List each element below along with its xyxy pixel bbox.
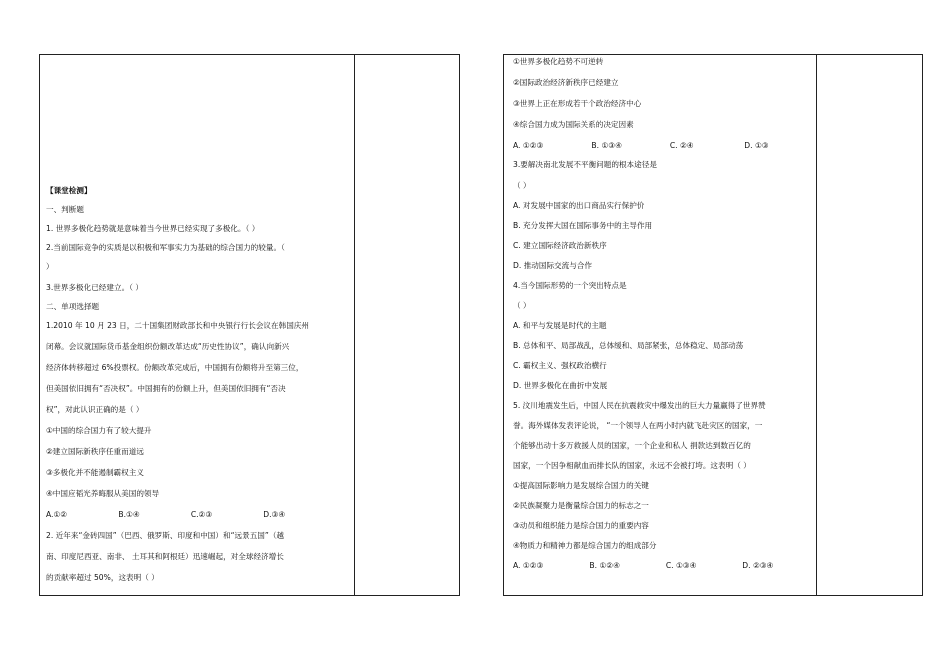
q4-option-d: D. 世界多极化在曲折中发展 [513, 381, 608, 390]
option-c: C. ①③④ [665, 561, 697, 570]
option-b: B. ①③④ [591, 141, 622, 150]
heading-single-choice: 二、单项选择题 [46, 302, 100, 311]
left-page-divider [354, 55, 355, 595]
option-c: C. ②④ [669, 141, 694, 150]
option-b: B. ①②④ [589, 561, 620, 570]
q4-option-c: C. 霸权主义、强权政治横行 [513, 361, 607, 370]
q5-item3: ③动员和组织能力是综合国力的重要内容 [513, 521, 649, 530]
option-d: D. ②③④ [742, 561, 774, 570]
mc-q1-item3: ③多极化并不能遏制霸权主义 [46, 468, 144, 477]
q3-paren: （ ） [513, 181, 531, 190]
q4-stem: 4.当今国际形势的一个突出特点是 [513, 281, 627, 290]
judge-q2-cont: ） [46, 262, 54, 271]
q3-option-d: D. 推动国际交流与合作 [513, 261, 593, 270]
option-c: C.②③ [190, 510, 213, 519]
mc-q1-item1: ①中国的综合国力有了较大提升 [46, 426, 152, 435]
judge-q2: 2.当前国际竞争的实质是以积极和军事实力为基础的综合国力的较量。（ [46, 243, 285, 252]
option-a: A.①② [46, 510, 68, 519]
q2-item3: ③世界上正在形成若干个政治经济中心 [513, 99, 642, 108]
q3-stem: 3.要解决南北发展不平衡问题的根本途径是 [513, 160, 657, 169]
mc-q2-line2: 南、印度尼西亚、南非、 土耳其和阿根廷）迅速崛起，对全球经济增长 [46, 552, 284, 561]
right-page-panel [503, 54, 923, 596]
q2-options [513, 140, 794, 151]
mc-q1-item2: ②建立国际新秩序任重而道远 [46, 447, 144, 456]
q5-item2: ②民族凝聚力是衡量综合国力的标志之一 [513, 501, 649, 510]
section-title: 【课堂检测】 [46, 186, 92, 195]
mc-q2-line1: 2. 近年来“金砖四国”（巴西、俄罗斯、印度和中国）和“远景五国”（越 [46, 531, 285, 540]
q3-option-a: A. 对发展中国家的出口商品实行保护价 [513, 201, 645, 210]
judge-q3: 3.世界多极化已经建立。（ ） [46, 283, 143, 292]
q3-option-b: B. 充分发挥大国在国际事务中的主导作用 [513, 221, 653, 230]
judge-q1: 1. 世界多极化趋势就是意味着当今世界已经实现了多极化。（ ） [46, 224, 260, 233]
q5-line3: 个能够出动十多万救援人员的国家，一个企业和私人 捐款达到数百亿的 [513, 441, 751, 450]
q2-item4: ④综合国力成为国际关系的决定因素 [513, 120, 634, 129]
q5-line1: 5. 汶川地震发生后，中国人民在抗震救灾中爆发出的巨大力量赢得了世界赞 [513, 401, 766, 410]
left-page-panel [39, 54, 460, 596]
mc-q2-line3: 的贡献率超过 50%，这表明（ ） [46, 573, 159, 582]
mc-q1-item4: ④中国应韬光养晦服从美国的领导 [46, 489, 160, 498]
q2-item2: ②国际政治经济新秩序已经建立 [513, 78, 619, 87]
option-d: D. ①③ [744, 141, 769, 150]
mc-q1-line5: 权”，对此认识正确的是（ ） [46, 405, 144, 414]
q5-item1: ①提高国际影响力是发展综合国力的关键 [513, 481, 649, 490]
heading-judgement: 一、判断题 [46, 205, 84, 214]
mc-q1-options [46, 509, 323, 520]
q2-item1: ①世界多极化趋势不可逆转 [513, 57, 604, 66]
right-page-divider [816, 55, 817, 595]
q4-option-a: A. 和平与发展是时代的主题 [513, 321, 607, 330]
mc-q1-line2: 闭幕。会议就国际货币基金组织份额改革达成“历史性协议”，确认向新兴 [46, 342, 290, 351]
option-a: A. ①②③ [513, 561, 544, 570]
q5-options [513, 560, 802, 571]
q3-option-c: C. 建立国际经济政治新秩序 [513, 241, 607, 250]
mc-q1-line3: 经济体转移超过 6%投票权。份额改革完成后，中国拥有份额将升至第三位， [46, 363, 304, 372]
mc-q1-line1: 1.2010 年 10 月 23 日，二十国集团财政部长和中央银行行长会议在韩国庆州 [46, 321, 309, 330]
option-d: D.③④ [263, 510, 286, 519]
option-b: B.①④ [118, 510, 140, 519]
q5-line4: 国家，一个因争相献血而排长队的国家，永远不会被打垮。这表明（ ） [513, 461, 751, 470]
option-a: A. ①②③ [513, 141, 544, 150]
q5-line2: 誉。海外媒体发表评论说， “一个领导人在两小时内就飞赴灾区的国家，一 [513, 421, 763, 430]
q5-item4: ④物质力和精神力都是综合国力的组成部分 [513, 541, 657, 550]
mc-q1-line4: 但美国依旧拥有“否决权”。中国拥有的份额上升，但美国依旧拥有“否决 [46, 384, 286, 393]
q4-paren: （ ） [513, 301, 531, 310]
q4-option-b: B. 总体和平、局部战乱，总体缓和、局部紧张，总体稳定、局部动荡 [513, 341, 744, 350]
